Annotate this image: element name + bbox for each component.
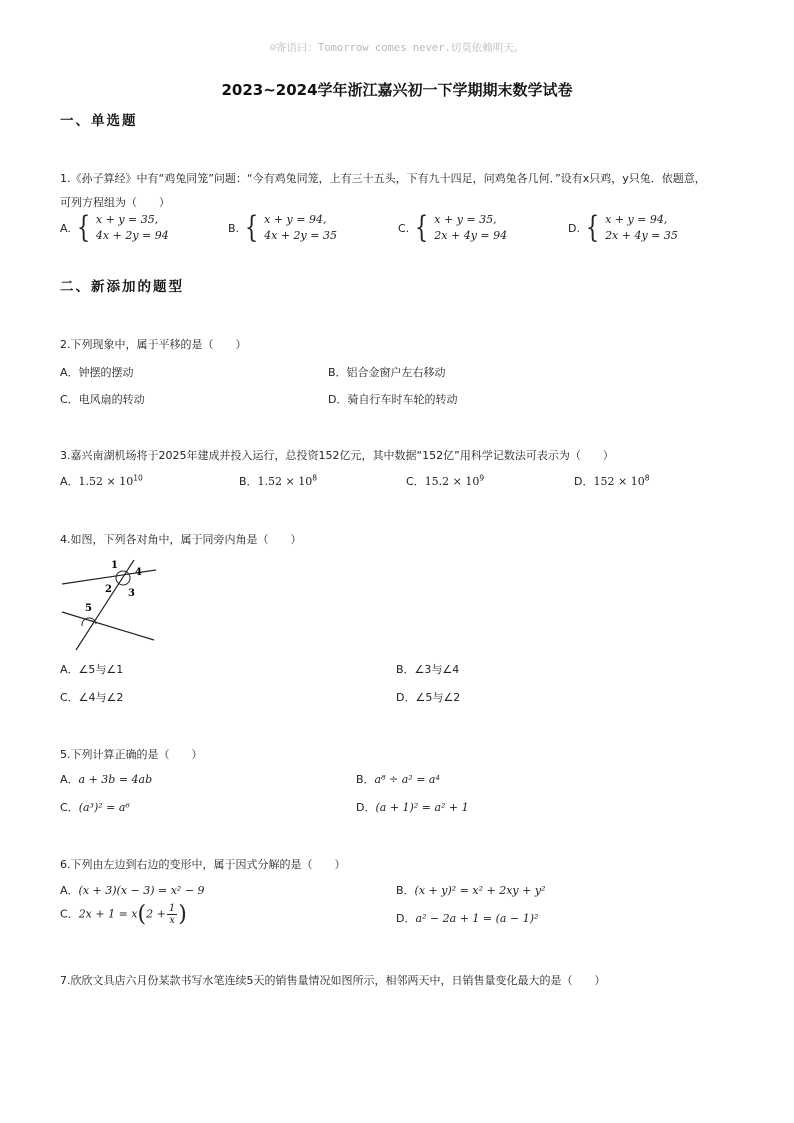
option-label: D． [574, 475, 594, 488]
option-expression: (x + y)² = x² + 2xy + y² [414, 884, 546, 897]
exponent: 8 [644, 473, 650, 483]
brace-icon: { [415, 210, 429, 245]
option-label: D. [568, 221, 580, 235]
question-2-option-d[interactable]: D．骑自行车时车轮的转动 [328, 393, 458, 406]
option-label: C． [60, 801, 79, 814]
question-3-stem: 3.嘉兴南湖机场将于2025年建成并投入运行，总投资152亿元，其中数据“152亿”用科学记数法可表示为（ ） [60, 449, 614, 462]
question-6-option-b[interactable] [396, 882, 545, 898]
option-label: C． [406, 475, 425, 488]
option-label: B． [356, 773, 375, 786]
option-label: A． [60, 475, 79, 488]
question-6-option-d[interactable] [396, 910, 538, 926]
question-7-stem: 7.欣欣文具店六月份某款书写水笔连续5天的销售量情况如图所示，相邻两天中，日销售量变化最大的是（ ） [60, 974, 606, 987]
question-1-option-c[interactable] [398, 212, 507, 244]
option-expression: 1.52 × 10 [78, 475, 134, 488]
figure-label-1: 1 [111, 560, 118, 571]
option-label: B. [228, 221, 240, 235]
question-6-option-c[interactable] [60, 902, 187, 927]
question-6-option-a[interactable] [60, 882, 205, 898]
equation: x + y = 94, [605, 213, 668, 226]
option-label: B． [239, 475, 258, 488]
question-2-stem: 2.下列现象中，属于平移的是（ ） [60, 338, 247, 351]
figure-label-5: 5 [85, 603, 92, 614]
question-3-option-a[interactable] [60, 473, 143, 489]
question-5-option-c[interactable] [60, 799, 130, 815]
exponent: 10 [133, 473, 143, 483]
option-expression: (x + 3)(x − 3) = x² − 9 [78, 884, 205, 897]
section-heading-single-choice: 一、单选题 [60, 113, 138, 129]
option-expression: 152 × 10 [593, 475, 645, 488]
equation: 2x + 4y = 94 [434, 229, 508, 242]
question-1-option-b[interactable] [228, 212, 337, 244]
equation: x + y = 35, [434, 213, 497, 226]
paren: ) [178, 902, 187, 927]
option-expression: (a + 1)² = a² + 1 [375, 801, 469, 814]
question-2-option-a[interactable]: A．钟摆的摆动 [60, 366, 134, 379]
option-expression: a² − 2a + 1 = (a − 1)² [415, 912, 539, 925]
option-expression: a + 3b = 4ab [78, 773, 153, 786]
option-expression: 15.2 × 10 [424, 475, 480, 488]
section-heading-new-types: 二、新添加的题型 [60, 279, 184, 295]
question-3-option-d[interactable] [574, 473, 649, 489]
question-6-stem: 6.下列由左边到右边的变形中，属于因式分解的是（ ） [60, 858, 346, 871]
option-label: B． [396, 884, 415, 897]
brace-icon: { [585, 210, 600, 245]
exponent: 8 [312, 473, 318, 483]
question-4-option-a[interactable]: A．∠5与∠1 [60, 663, 124, 676]
paren: ( [137, 902, 147, 927]
question-2-option-c[interactable]: C．电风扇的转动 [60, 393, 145, 406]
brace-icon: { [244, 210, 259, 245]
question-1-option-d[interactable] [568, 212, 678, 244]
option-label: C. [398, 221, 410, 235]
figure-label-2: 2 [105, 584, 112, 595]
angles-figure [58, 556, 162, 652]
equation: 4x + 2y = 35 [264, 229, 337, 242]
equation: x + y = 35, [95, 213, 159, 226]
motto-header: ☺寄语曰：Tomorrow comes never.切莫依赖明天。 [269, 42, 525, 54]
equation: x + y = 94, [264, 213, 327, 226]
question-3-option-c[interactable] [406, 473, 484, 489]
page-title: 2023~2024学年浙江嘉兴初一下学期期末数学试卷 [221, 81, 573, 99]
question-4-option-b[interactable]: B．∠3与∠4 [396, 663, 460, 676]
equation: 4x + 2y = 94 [95, 229, 169, 242]
question-3-option-b[interactable] [239, 473, 317, 489]
fraction-denominator: x [169, 915, 175, 926]
option-label: A． [60, 773, 79, 786]
option-label: D． [396, 912, 416, 925]
option-label: A. [60, 221, 71, 235]
question-4-option-d[interactable]: D．∠5与∠2 [396, 691, 461, 704]
option-label: D． [356, 801, 376, 814]
option-expression: 2 + [146, 907, 166, 921]
question-5-option-a[interactable] [60, 771, 152, 787]
figure-label-3: 3 [128, 588, 135, 599]
equation: 2x + 4y = 35 [605, 229, 678, 242]
option-label: C． [60, 907, 79, 921]
question-5-option-d[interactable] [356, 799, 469, 815]
question-5-stem: 5.下列计算正确的是（ ） [60, 748, 203, 761]
fraction-numerator: 1 [168, 903, 176, 914]
brace-icon: { [76, 210, 91, 245]
exponent: 9 [479, 473, 485, 483]
question-1-stem-line1: 1.《孙子算经》中有“鸡兔同笼”问题：“今有鸡兔同笼，上有三十五头，下有九十四足，问鸡兔各几何．”设有x只鸡，y只兔．依题意， [60, 172, 706, 185]
question-4-option-c[interactable]: C．∠4与∠2 [60, 691, 124, 704]
lower-line [62, 612, 154, 640]
option-label: A． [60, 884, 79, 897]
question-5-option-b[interactable] [356, 771, 440, 787]
question-4-stem: 4.如图，下列各对角中，属于同旁内角是（ ） [60, 533, 302, 546]
question-2-option-b[interactable]: B．铝合金窗户左右移动 [328, 366, 446, 379]
question-1-option-a[interactable] [60, 212, 169, 244]
fraction [167, 903, 177, 926]
question-1-stem-line2: 可列方程组为（ ） [60, 196, 170, 209]
option-expression: 1.52 × 10 [257, 475, 313, 488]
figure-label-4: 4 [135, 567, 142, 578]
option-expression: (a³)² = a⁶ [78, 801, 130, 814]
option-expression: a⁸ ÷ a² = a⁴ [374, 773, 440, 786]
option-expression: 2x + 1 = x [78, 907, 138, 921]
